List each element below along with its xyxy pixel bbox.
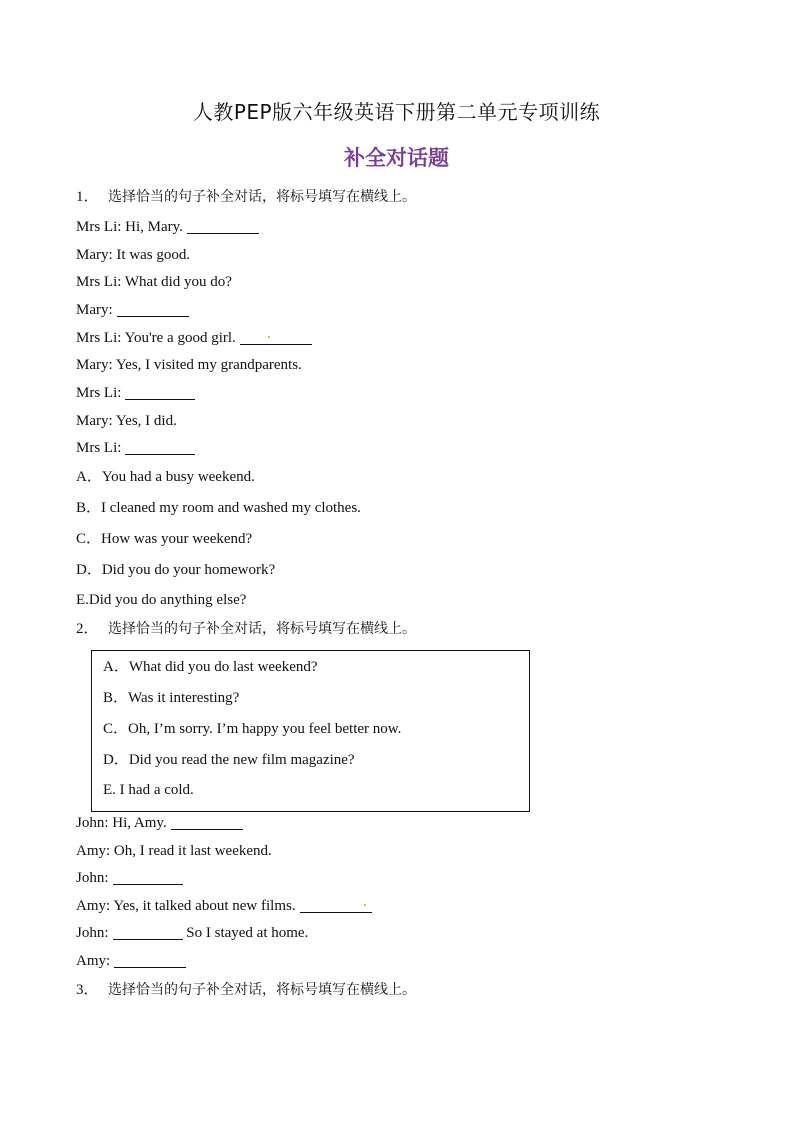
option-item: D．Did you do your homework? [76, 562, 276, 578]
answer-blank[interactable] [113, 870, 183, 885]
answer-blank[interactable] [113, 925, 183, 940]
dialogue-text: Mary: It was good. [76, 247, 191, 263]
option-item: B．I cleaned my room and washed my clothes. [76, 500, 361, 516]
dialogue-text: Mrs Li: What did you do? [76, 274, 232, 290]
option-item: A．You had a busy weekend. [76, 469, 255, 485]
dialogue-line [76, 841, 272, 861]
dialogue-line [76, 217, 259, 237]
dialogue-text: Mary: [76, 302, 113, 318]
answer-blank[interactable] [125, 385, 195, 400]
option-item: E. I had a cold. [103, 782, 194, 798]
question-3-heading [76, 980, 416, 1000]
dialogue-text: John: Hi, Amy. [76, 815, 167, 831]
dialogue-line [76, 300, 189, 320]
dialogue-line [76, 355, 302, 375]
dialogue-text: John: [76, 870, 109, 886]
option-item: C．How was your weekend? [76, 531, 253, 547]
dialogue-line [76, 383, 195, 403]
option-item: B．Was it interesting? [103, 690, 240, 706]
options-box [91, 650, 530, 812]
dialogue-text: Mrs Li: [76, 440, 122, 456]
dialogue-line [76, 813, 243, 833]
dialogue-text: Mrs Li: Hi, Mary. [76, 219, 183, 235]
dialogue-text: Mary: Yes, I visited my grandparents. [76, 357, 302, 373]
question-1-instruction: 选择恰当的句子补全对话，将标号填写在横线上。 [108, 189, 416, 205]
dialogue-text: John: [76, 925, 109, 941]
dialogue-text: Mary: Yes, I did. [76, 413, 177, 429]
dialogue-text: Mrs Li: You're a good girl. [76, 330, 236, 346]
dialogue-text: Mrs Li: [76, 385, 122, 401]
dialogue-text: Amy: Oh, I read it last weekend. [76, 843, 272, 859]
option-item: C．Oh, I’m sorry. I’m happy you feel better now. [103, 721, 402, 737]
dialogue-line [76, 245, 190, 265]
dialogue-line [76, 923, 308, 943]
question-2-instruction: 选择恰当的句子补全对话，将标号填写在横线上。 [108, 621, 416, 637]
dialogue-text: Amy: [76, 953, 111, 969]
dialogue-text: Amy: Yes, it talked about new films. [76, 898, 296, 914]
option-item: D．Did you read the new film magazine? [103, 752, 355, 768]
dialogue-line [76, 896, 372, 916]
dialogue-text: So I stayed at home. [186, 925, 309, 941]
dialogue-line [76, 272, 232, 292]
option-item: E.Did you do anything else? [76, 592, 247, 608]
answer-blank[interactable] [240, 330, 312, 345]
answer-blank[interactable] [114, 953, 186, 968]
dialogue-line [76, 951, 186, 971]
answer-blank[interactable] [117, 302, 189, 317]
question-3-instruction: 选择恰当的句子补全对话，将标号填写在横线上。 [108, 982, 416, 998]
answer-blank[interactable] [171, 815, 243, 830]
scan-speck [268, 336, 270, 338]
question-1-number: 1． [76, 189, 99, 205]
question-2-number: 2． [76, 621, 99, 637]
option-item: A．What did you do last weekend? [103, 659, 318, 675]
question-2-heading [76, 619, 416, 639]
page-subtitle: 补全对话题 [344, 146, 449, 170]
answer-blank[interactable] [300, 898, 372, 913]
question-3-number: 3． [76, 982, 99, 998]
dialogue-line [76, 328, 312, 348]
dialogue-line [76, 411, 177, 431]
dialogue-line [76, 438, 195, 458]
dialogue-line [76, 868, 183, 888]
answer-blank[interactable] [125, 440, 195, 455]
page-title: 人教PEP版六年级英语下册第二单元专项训练 [192, 100, 601, 124]
answer-blank[interactable] [187, 219, 259, 234]
scan-speck [364, 904, 366, 906]
question-1-heading [76, 187, 416, 207]
